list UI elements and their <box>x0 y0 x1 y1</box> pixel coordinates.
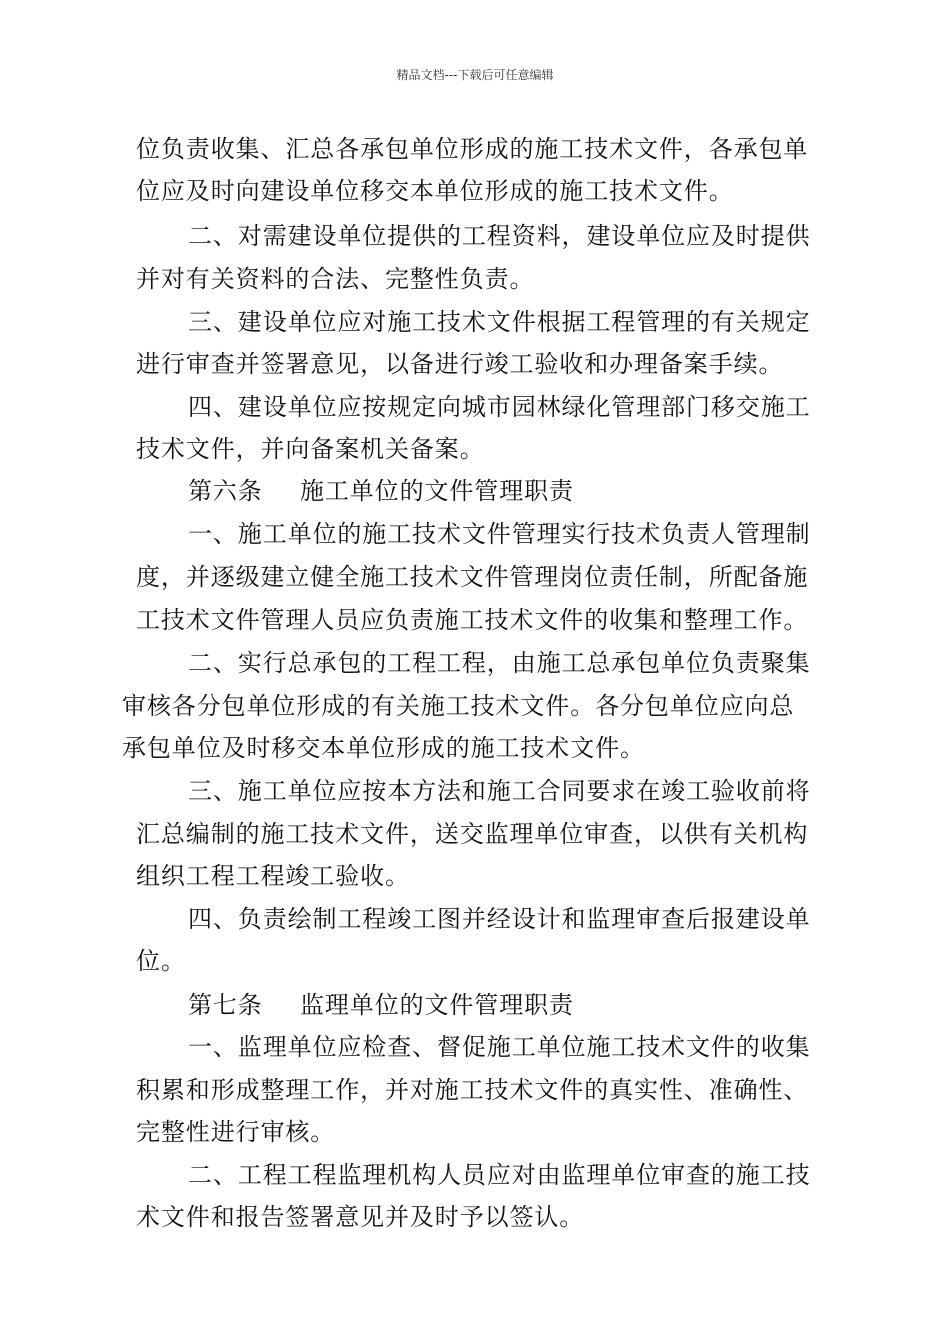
paragraph-line: 承包单位及时移交本单位形成的施工技术文件。 <box>122 734 645 762</box>
paragraph-line: 汇总编制的施工技术文件，送交监理单位审查，以供有关机构 <box>136 820 809 848</box>
paragraph-line: 积累和形成整理工作，并对施工技术文件的真实性、准确性、 <box>136 1076 809 1104</box>
paragraph-line: 四、负责绘制工程竣工图并经设计和监理审查后报建设单 <box>188 905 811 933</box>
section-number: 第六条 <box>188 477 263 505</box>
paragraph-line: 一、施工单位的施工技术文件管理实行技术负责人管理制 <box>188 520 811 548</box>
paragraph-line: 并对有关资料的合法、完整性负责。 <box>136 265 535 293</box>
paragraph-line: 二、对需建设单位提供的工程资料，建设单位应及时提供 <box>188 222 811 250</box>
paragraph-line: 位负责收集、汇总各承包单位形成的施工技术文件，各承包单 <box>136 135 809 163</box>
paragraph-line: 组织工程工程竣工验收。 <box>136 862 410 890</box>
section-number: 第七条 <box>188 991 263 1019</box>
paragraph-line: 进行审查并签署意见，以备进行竣工验收和办理备案手续。 <box>136 350 784 378</box>
paragraph-line: 二、工程工程监理机构人员应对由监理单位审查的施工技 <box>188 1161 811 1189</box>
paragraph-line: 二、实行总承包的工程工程，由施工总承包单位负责聚集 <box>188 649 811 677</box>
paragraph-line: 三、建设单位应对施工技术文件根据工程管理的有关规定 <box>188 308 811 336</box>
paragraph-line: 三、施工单位应按本方法和施工合同要求在竣工验收前将 <box>188 777 811 805</box>
page-header: 精品文档---下载后可任意编辑 <box>396 68 554 82</box>
section-title: 监理单位的文件管理职责 <box>300 991 574 1019</box>
paragraph-line: 技术文件，并向备案机关备案。 <box>136 435 485 463</box>
paragraph-line: 审核各分包单位形成的有关施工技术文件。各分包单位应向总 <box>122 692 795 720</box>
paragraph-line: 度，并逐级建立健全施工技术文件管理岗位责任制，所配备施 <box>136 563 809 591</box>
paragraph-line: 位。 <box>136 947 186 975</box>
section-heading <box>188 990 574 1020</box>
section-heading <box>188 476 574 506</box>
paragraph-line: 一、监理单位应检查、督促施工单位施工技术文件的收集 <box>188 1033 811 1061</box>
paragraph-line: 位应及时向建设单位移交本单位形成的施工技术文件。 <box>136 177 734 205</box>
paragraph-line: 术文件和报告签署意见并及时予以签认。 <box>136 1203 585 1231</box>
paragraph-line: 工技术文件管理人员应负责施工技术文件的收集和整理工作。 <box>136 606 809 634</box>
paragraph-line: 四、建设单位应按规定向城市园林绿化管理部门移交施工 <box>188 393 811 421</box>
paragraph-line: 完整性进行审核。 <box>136 1118 336 1146</box>
section-title: 施工单位的文件管理职责 <box>300 477 574 505</box>
